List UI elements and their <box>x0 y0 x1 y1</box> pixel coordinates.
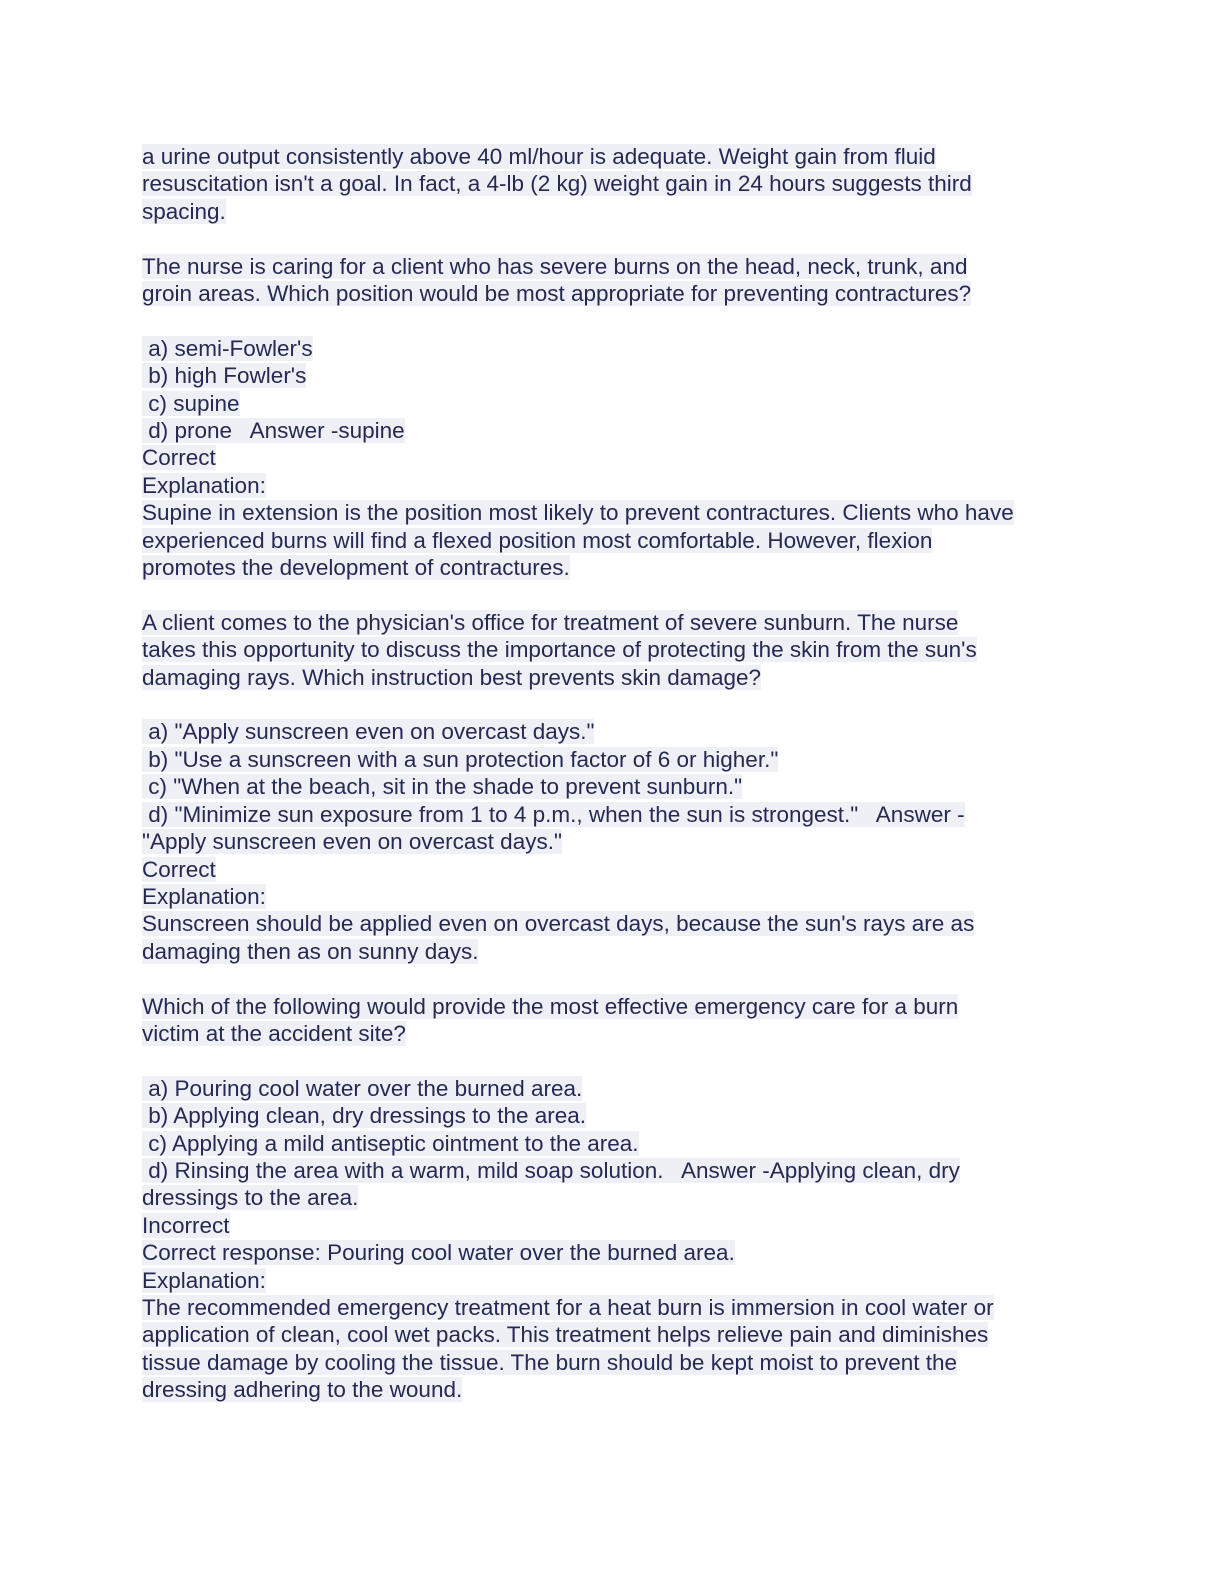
option-line: c) "When at the beach, sit in the shade to prevent sunburn." <box>142 774 743 800</box>
question-1 <box>142 253 1082 582</box>
question-1-text <box>142 253 1082 308</box>
option-line: b) Applying clean, dry dressings to the area. <box>142 1103 587 1129</box>
option-line: b) "Use a sunscreen with a sun protection factor of 6 or higher." <box>142 746 779 772</box>
result-label: Incorrect <box>142 1212 230 1238</box>
text-line: a urine output consistently above 40 ml/hour is adequate. Weight gain from fluid <box>142 144 936 169</box>
text-line: spacing. <box>142 198 226 224</box>
result-label: Correct <box>142 856 216 882</box>
text-line: dressing adhering to the wound. <box>142 1377 463 1403</box>
text-line: A client comes to the physician's office for treatment of severe sunburn. The nurse <box>142 609 959 635</box>
text-line: experienced burns will find a flexed position most comfortable. However, flexion <box>142 527 933 553</box>
paragraph-gap <box>142 225 1082 252</box>
option-line: a) "Apply sunscreen even on overcast days." <box>142 719 595 745</box>
text-line: damaging rays. Which instruction best prevents skin damage? <box>142 664 762 690</box>
option-line: c) supine <box>142 390 240 416</box>
text-line: resuscitation isn't a goal. In fact, a 4-lb (2 kg) weight gain in 24 hours suggests third <box>142 171 972 197</box>
correct-response: Correct response: Pouring cool water over the burned area. <box>142 1240 735 1266</box>
document-page <box>142 143 1082 1404</box>
text-line: victim at the accident site? <box>142 1020 406 1046</box>
text-line: Supine in extension is the position most likely to prevent contractures. Clients who have <box>142 500 1014 526</box>
question-3 <box>142 993 1082 1404</box>
question-2-text <box>142 609 1082 691</box>
option-line: a) Pouring cool water over the burned area. <box>142 1075 583 1101</box>
option-line: d) Rinsing the area with a warm, mild soap solution. Answer -Applying clean, dry <box>142 1157 960 1183</box>
text-line: application of clean, cool wet packs. This treatment helps relieve pain and diminishes <box>142 1322 989 1348</box>
paragraph-gap <box>142 1047 1082 1074</box>
option-line: dressings to the area. <box>142 1185 359 1211</box>
explanation-label: Explanation: <box>142 883 266 909</box>
option-line: d) prone Answer -supine <box>142 418 405 444</box>
text-line: The recommended emergency treatment for a heat burn is immersion in cool water or <box>142 1294 994 1320</box>
text-line: promotes the development of contractures. <box>142 555 570 581</box>
question-1-options <box>142 335 1082 445</box>
question-3-explanation <box>142 1294 1082 1404</box>
paragraph-gap <box>142 581 1082 608</box>
question-3-options <box>142 1075 1082 1212</box>
question-2-options <box>142 718 1082 855</box>
explanation-label: Explanation: <box>142 472 266 498</box>
question-3-text <box>142 993 1082 1048</box>
option-line: c) Applying a mild antiseptic ointment to the area. <box>142 1130 639 1156</box>
paragraph-gap <box>142 965 1082 992</box>
option-line: b) high Fowler's <box>142 363 307 389</box>
result-label: Correct <box>142 445 216 471</box>
text-line: Which of the following would provide the most effective emergency care for a burn <box>142 993 959 1019</box>
text-line: Sunscreen should be applied even on overcast days, because the sun's rays are as <box>142 911 975 937</box>
option-line: "Apply sunscreen even on overcast days." <box>142 829 562 855</box>
option-line: d) "Minimize sun exposure from 1 to 4 p.m., when the sun is strongest." Answer - <box>142 801 965 827</box>
text-line: damaging then as on sunny days. <box>142 938 479 964</box>
explanation-label: Explanation: <box>142 1267 266 1293</box>
question-2-explanation <box>142 910 1082 965</box>
option-line: a) semi-Fowler's <box>142 335 313 361</box>
text-line: The nurse is caring for a client who has severe burns on the head, neck, trunk, and <box>142 253 968 279</box>
text-line: takes this opportunity to discuss the importance of protecting the skin from the sun's <box>142 637 977 663</box>
question-1-explanation <box>142 499 1082 581</box>
text-line: groin areas. Which position would be most appropriate for preventing contractures? <box>142 281 972 307</box>
text-line: tissue damage by cooling the tissue. The burn should be kept moist to prevent the <box>142 1349 958 1375</box>
paragraph-gap <box>142 691 1082 718</box>
intro-paragraph <box>142 143 1082 225</box>
paragraph-gap <box>142 307 1082 334</box>
question-2 <box>142 609 1082 965</box>
